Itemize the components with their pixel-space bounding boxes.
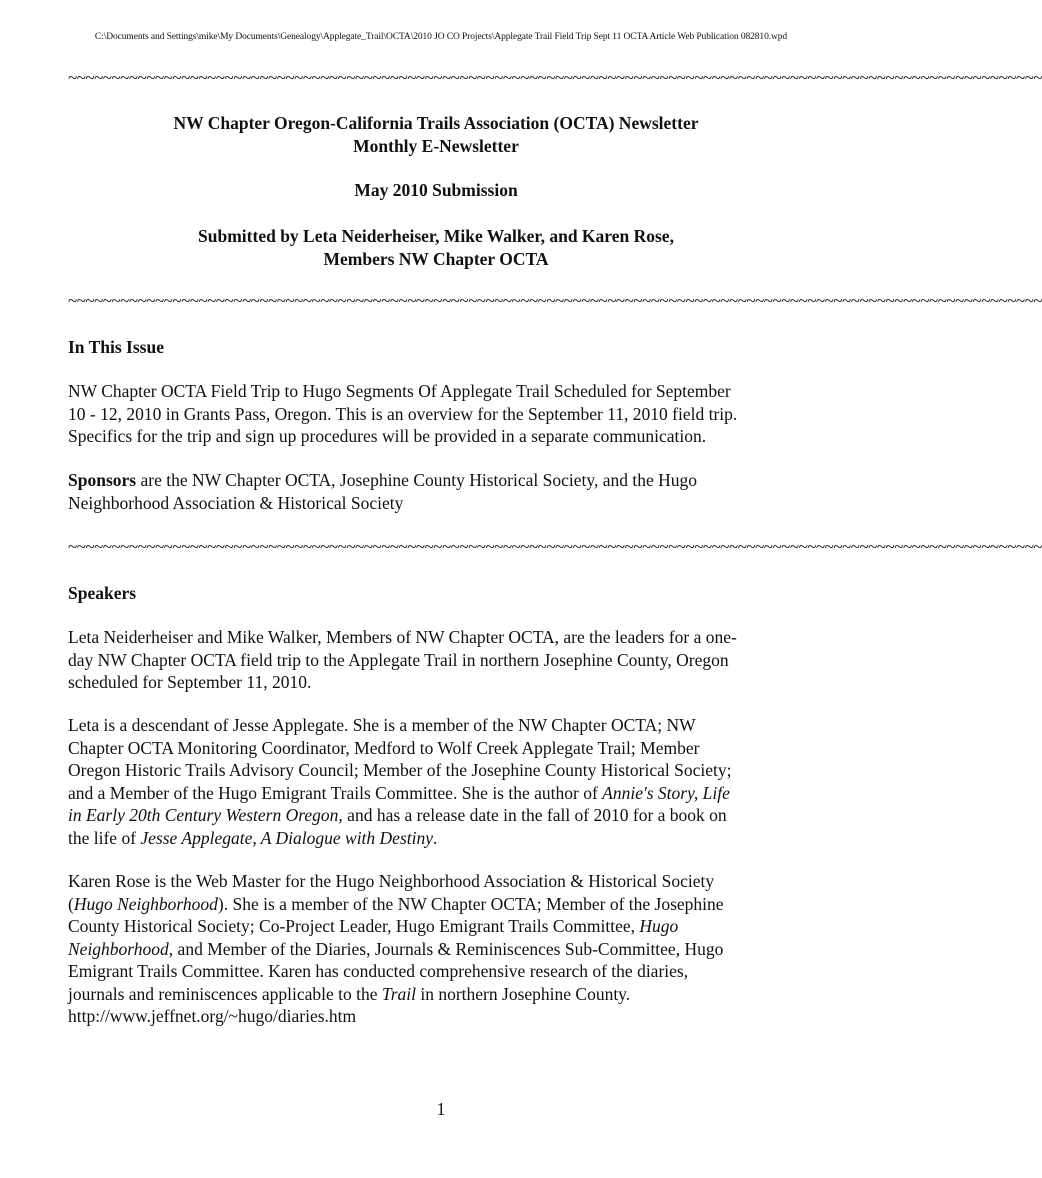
overview-line: 10 - 12, 2010 in Grants Pass, Oregon. This is an overview for the September 11, 2010 field trip.	[68, 403, 738, 424]
leta-bio-text: .	[433, 827, 438, 848]
speakers-intro-line: scheduled for September 11, 2010.	[68, 672, 312, 692]
separator-rule: ~~~~~~~~~~~~~~~~~~~~~~~~~~~~~~~~~~~~~~~~~~~~~~~~~~~~~~~~~~~~~~~~~~~~~~~~~~~~~~~~~~~~~~~~~~~~~~~~~~~~~~~~~~~~~~~~	[68, 291, 1042, 310]
speakers-heading: Speakers	[68, 583, 137, 603]
karen-bio-paragraph	[68, 870, 808, 1028]
separator-rule: ~~~~~~~~~~~~~~~~~~~~~~~~~~~~~~~~~~~~~~~~~~~~~~~~~~~~~~~~~~~~~~~~~~~~~~~~~~~~~~~~~~~~~~~~~~~~~~~~~~~~~~~~~~~~~~~~	[68, 68, 1042, 87]
karen-bio-text: (	[68, 893, 74, 914]
leta-bio-line	[68, 827, 808, 850]
karen-bio-text: in northern Josephine County.	[415, 983, 631, 1004]
book-title-annies-story-cont: in Early 20th Century Western Oregon,	[68, 805, 343, 825]
karen-bio-line	[68, 915, 808, 938]
speakers-intro-line: day NW Chapter OCTA field trip to the Applegate Trail in northern Josephine County, Oregon	[68, 649, 729, 670]
karen-bio-line: Emigrant Trails Committee. Karen has conducted comprehensive research of the diaries,	[68, 961, 689, 981]
leta-bio-line: Chapter OCTA Monitoring Coordinator, Medford to Wolf Creek Applegate Trail; Member	[68, 737, 700, 758]
leta-bio-text: and a Member of the Hugo Emigrant Trails Committee. She is the author of	[68, 782, 603, 803]
submitted-by-line: Submitted by Leta Neiderheiser, Mike Walker, and Karen Rose,	[198, 226, 674, 246]
leta-bio-text: and has a release date in the fall of 2010 for a book on	[342, 805, 727, 825]
leta-bio-line	[68, 782, 808, 805]
leta-bio-line	[68, 804, 808, 827]
leta-bio-text: the life of	[68, 827, 141, 848]
karen-bio-text: ). She is a member of the NW Chapter OCTA; Member of the Josephine	[217, 893, 724, 914]
karen-bio-text: County Historical Society; Co-Project Leader, Hugo Emigrant Trails Committee,	[68, 916, 640, 936]
karen-bio-text: journals and reminiscences applicable to the	[68, 983, 382, 1004]
karen-bio-text: , and Member of the Diaries, Journals & Reminiscences Sub-Committee, Hugo	[168, 938, 724, 959]
submitted-by-block	[68, 225, 804, 270]
book-title-annies-story: Annie's Story, Life	[602, 782, 730, 803]
sponsors-line	[68, 469, 808, 492]
sponsors-line: Neighborhood Association & Historical Society	[68, 492, 404, 513]
in-this-issue-heading: In This Issue	[68, 337, 164, 357]
hugo-name: Hugo	[639, 916, 679, 936]
leta-bio-paragraph	[68, 714, 808, 849]
karen-bio-line	[68, 938, 808, 961]
submission-date: May 2010 Submission	[354, 180, 518, 200]
sponsors-paragraph	[68, 469, 808, 514]
trail-word: Trail	[381, 983, 416, 1004]
page-number: 1	[436, 1099, 446, 1119]
submitted-by-members: Members NW Chapter OCTA	[323, 248, 549, 269]
karen-bio-line	[68, 893, 808, 916]
overview-paragraph	[68, 380, 808, 448]
speakers-intro-paragraph	[68, 626, 808, 694]
leta-bio-line: Leta is a descendant of Jesse Applegate. She is a member of the NW Chapter OCTA; NW	[68, 715, 696, 735]
file-path-header: C:\Documents and Settings\mike\My Documents\Genealogy\Applegate_Trail\OCTA\2010 JO CO Projects\Applegate Trail Field Trip Sept 11 OCTA Article Web Publication 082810.wpd	[94, 32, 788, 42]
newsletter-title-block	[68, 112, 804, 157]
book-title-jesse-applegate: Jesse Applegate, A Dialogue with Destiny	[140, 827, 434, 848]
diaries-url-link[interactable]: http://www.jeffnet.org/~hugo/diaries.htm	[68, 1006, 357, 1026]
karen-bio-line	[68, 983, 808, 1006]
separator-rule: ~~~~~~~~~~~~~~~~~~~~~~~~~~~~~~~~~~~~~~~~~~~~~~~~~~~~~~~~~~~~~~~~~~~~~~~~~~~~~~~~~~~~~~~~~~~~~~~~~~~~~~~~~~~~~~~~	[68, 537, 1042, 556]
karen-bio-line: Karen Rose is the Web Master for the Hugo Neighborhood Association & Historical Society	[68, 871, 715, 891]
overview-line: Specifics for the trip and sign up procedures will be provided in a separate communication.	[68, 426, 707, 446]
hugo-neighborhood-name: Hugo Neighborhood	[73, 893, 218, 914]
sponsors-label: Sponsors	[68, 470, 137, 490]
speakers-intro-line: Leta Neiderheiser and Mike Walker, Members of NW Chapter OCTA, are the leaders for a one-	[68, 627, 737, 647]
newsletter-subtitle: Monthly E-Newsletter	[353, 135, 519, 156]
leta-bio-line: Oregon Historic Trails Advisory Council; Member of the Josephine County Historical Society;	[68, 760, 732, 780]
overview-line: NW Chapter OCTA Field Trip to Hugo Segments Of Applegate Trail Scheduled for September	[68, 381, 731, 401]
newsletter-title: NW Chapter Oregon-California Trails Association (OCTA) Newsletter	[173, 113, 699, 133]
sponsors-text: are the NW Chapter OCTA, Josephine County Historical Society, and the Hugo	[136, 470, 698, 490]
neighborhood-name: Neighborhood	[68, 938, 169, 959]
